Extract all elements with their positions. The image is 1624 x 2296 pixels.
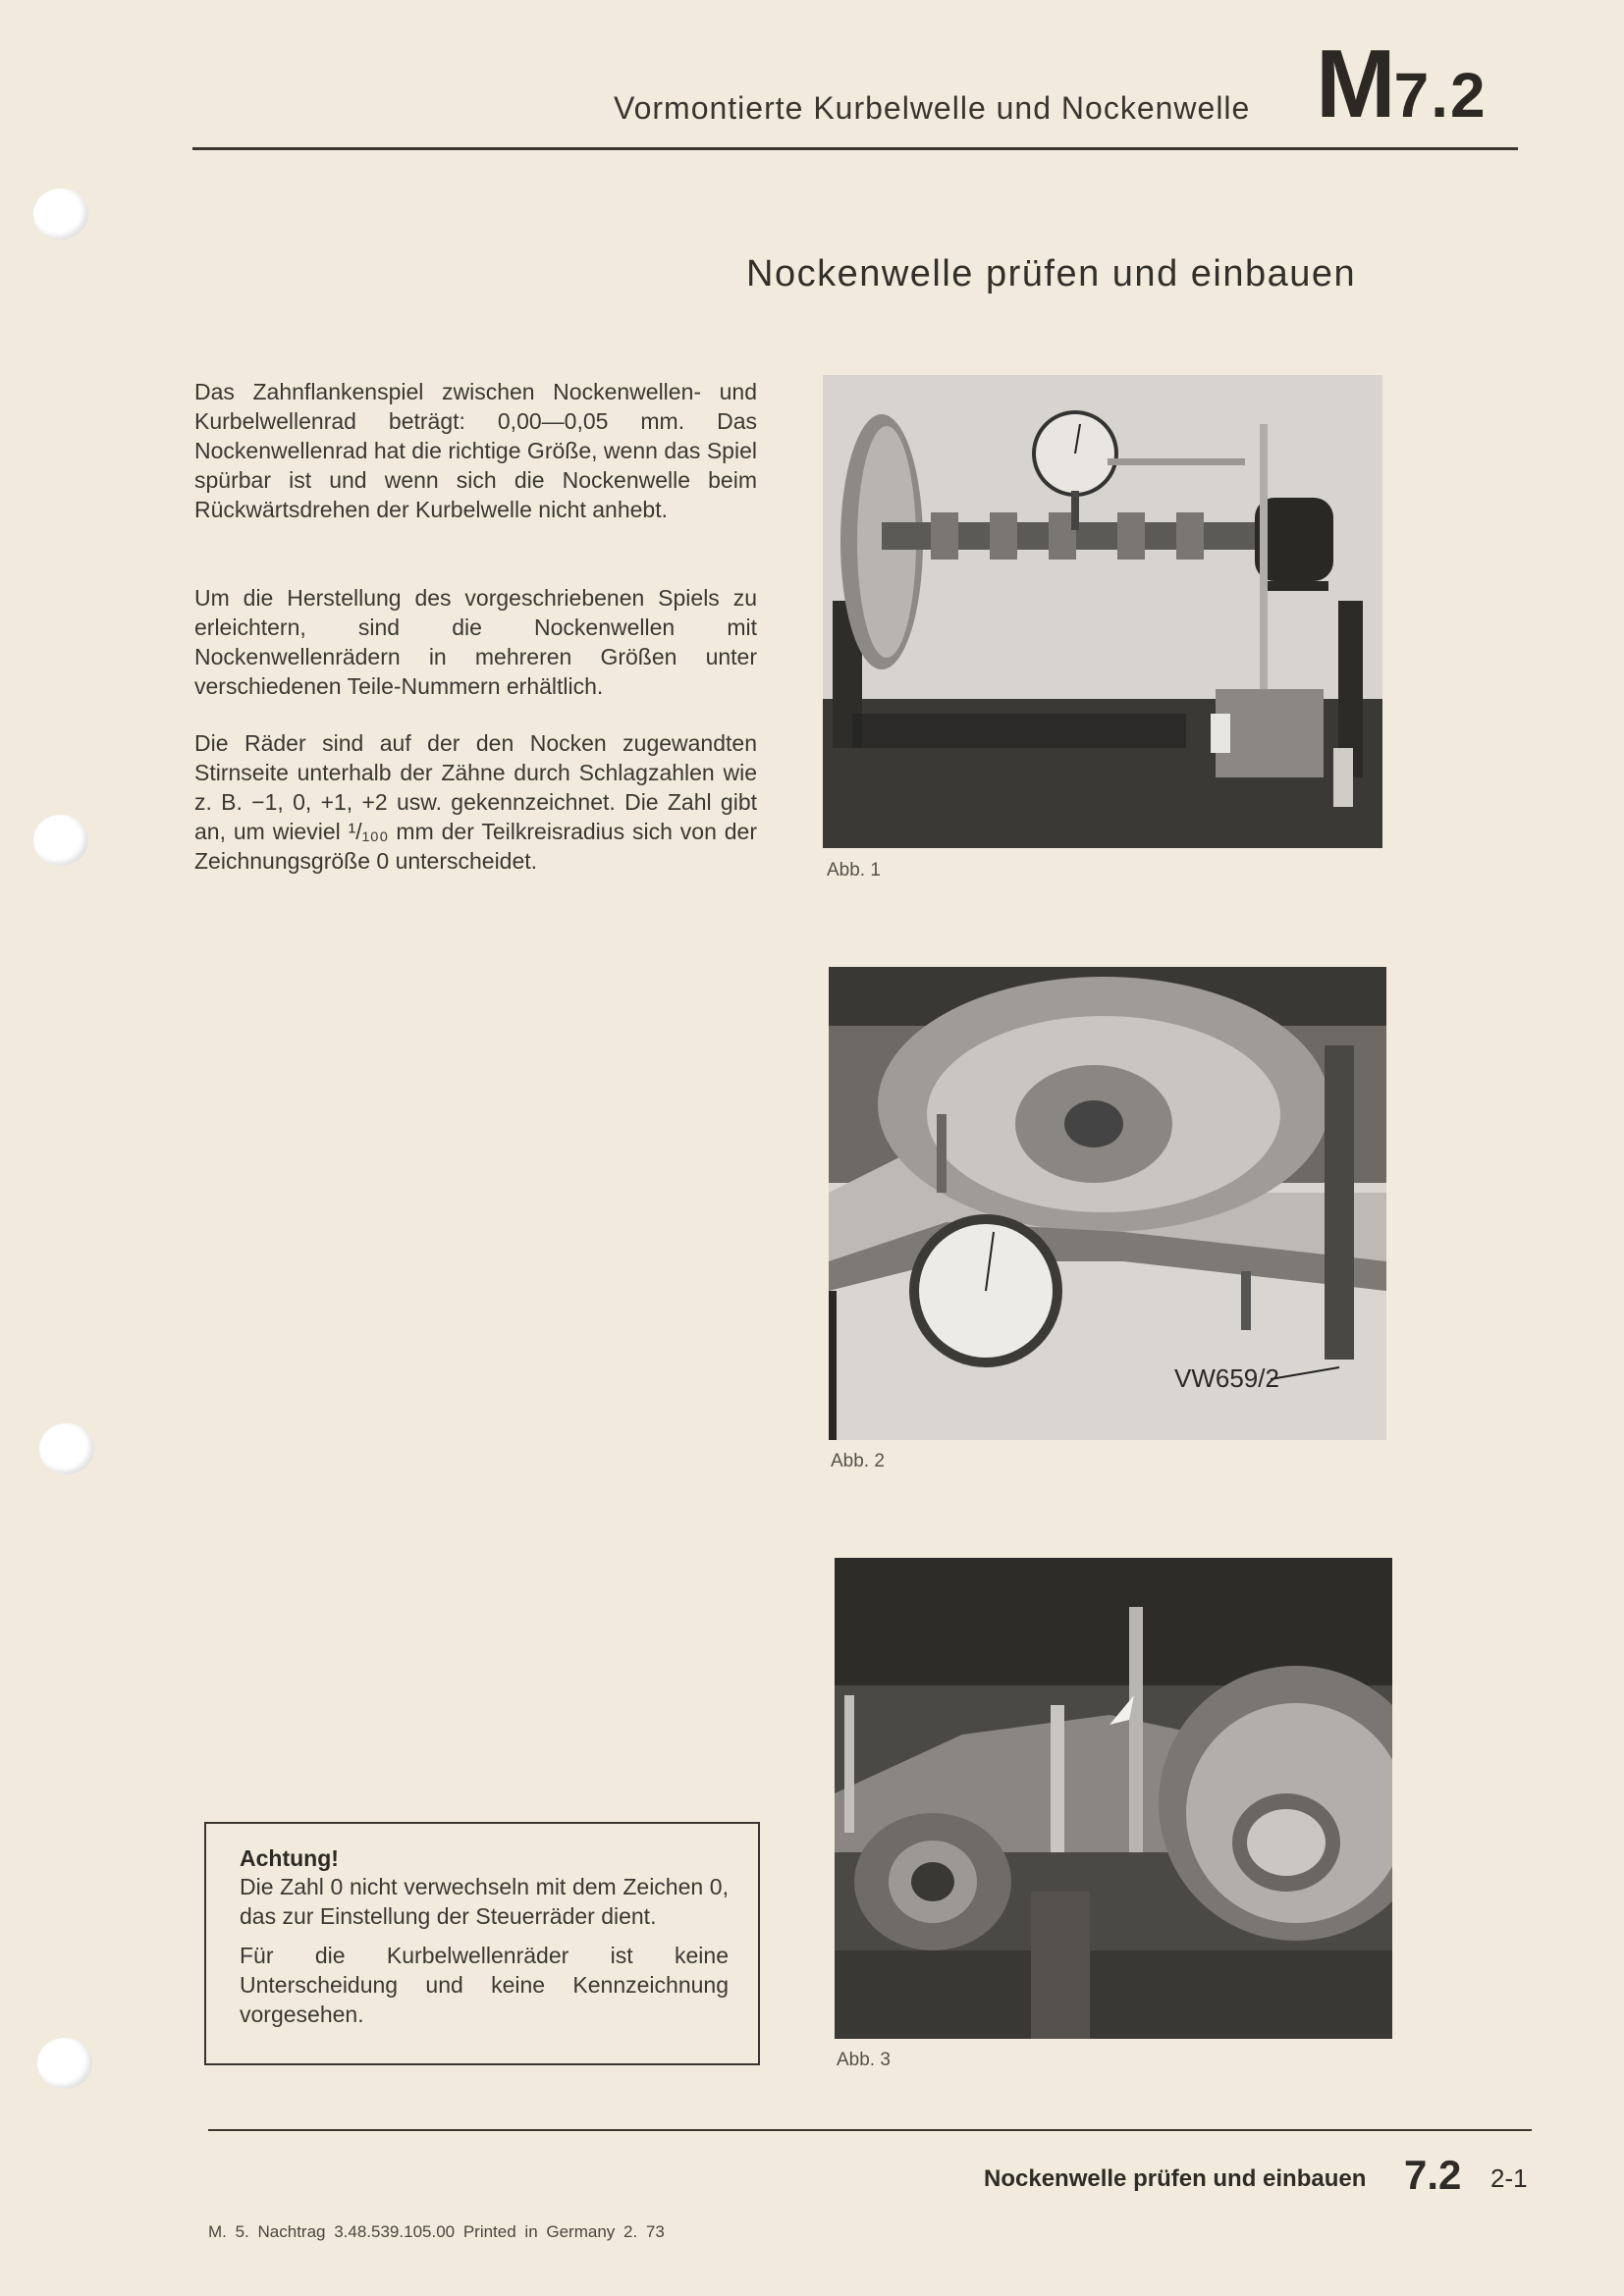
- binder-hole-4: [37, 2038, 92, 2089]
- paragraph-2: Um die Herstellung des vorgeschriebenen Spiels zu erleichtern, sind die Nockenwellen mit Nockenwellenrädern in mehreren Größen unter verschiedenen Teile-Nummern erhältlich.: [194, 585, 757, 699]
- footer-page-number: 2-1: [1490, 2163, 1528, 2193]
- binder-hole-2: [33, 815, 88, 866]
- figure-2-tool-label: VW659/2: [1174, 1363, 1279, 1393]
- figure-1-caption: Abb. 1: [827, 860, 881, 881]
- figure-3-caption: Abb. 3: [837, 2050, 891, 2070]
- print-info: M. 5. Nachtrag 3.48.539.105.00 Printed in Germany 2. 73: [208, 2222, 665, 2241]
- paragraph-1: Das Zahnflankenspiel zwischen Nockenwellen- und Kurbelwellenrad beträgt: 0,00—0,05 mm. Das Nockenwellenrad hat die richtige Größe, wenn das Spiel spürbar ist und wenn sich die Nockenwelle beim Rückwärtsdrehen der Kurbelwelle nicht anhebt.: [194, 379, 757, 522]
- paragraph-3: Die Räder sind auf der den Nocken zugewandten Stirnseite unterhalb der Zähne durch Schlagzahlen wie z. B. −1, 0, +1, +2 usw. gekennzeichnet. Die Zahl gibt an, um wieviel ¹/₁₀₀ mm der Teilkreisradius sich von der Zeichnungsgröße 0 unterscheidet.: [194, 730, 757, 874]
- header-title: Vormontierte Kurbelwelle und Nockenwelle: [614, 90, 1251, 126]
- page-code: [1316, 29, 1488, 137]
- figure-2-photo: [829, 967, 1386, 1440]
- warning-box: [204, 1822, 760, 2065]
- header-rule: [192, 147, 1518, 150]
- footer-rule: [208, 2129, 1532, 2131]
- warning-text-1: Die Zahl 0 nicht verwechseln mit dem Zeichen 0, das zur Einstellung der Steuerräder dient.: [240, 1874, 729, 1929]
- binder-hole-3: [39, 1423, 94, 1474]
- figure-1-photo: [823, 375, 1382, 848]
- binder-hole-1: [33, 188, 88, 240]
- page-code-letter: M: [1316, 29, 1394, 137]
- section-heading: Nockenwelle prüfen und einbauen: [746, 253, 1357, 294]
- footer-section-number: 7.2: [1404, 2152, 1462, 2198]
- figure-2-caption: Abb. 2: [831, 1451, 885, 1471]
- warning-title: Achtung!: [240, 1845, 339, 1871]
- page-code-number: 7.2: [1393, 60, 1488, 131]
- figure-3-photo: [835, 1558, 1392, 2039]
- warning-text-2: Für die Kurbelwellenräder ist keine Unterscheidung und keine Kennzeichnung vorgesehen.: [240, 1943, 729, 2027]
- footer-title: Nockenwelle prüfen und einbauen: [984, 2165, 1367, 2192]
